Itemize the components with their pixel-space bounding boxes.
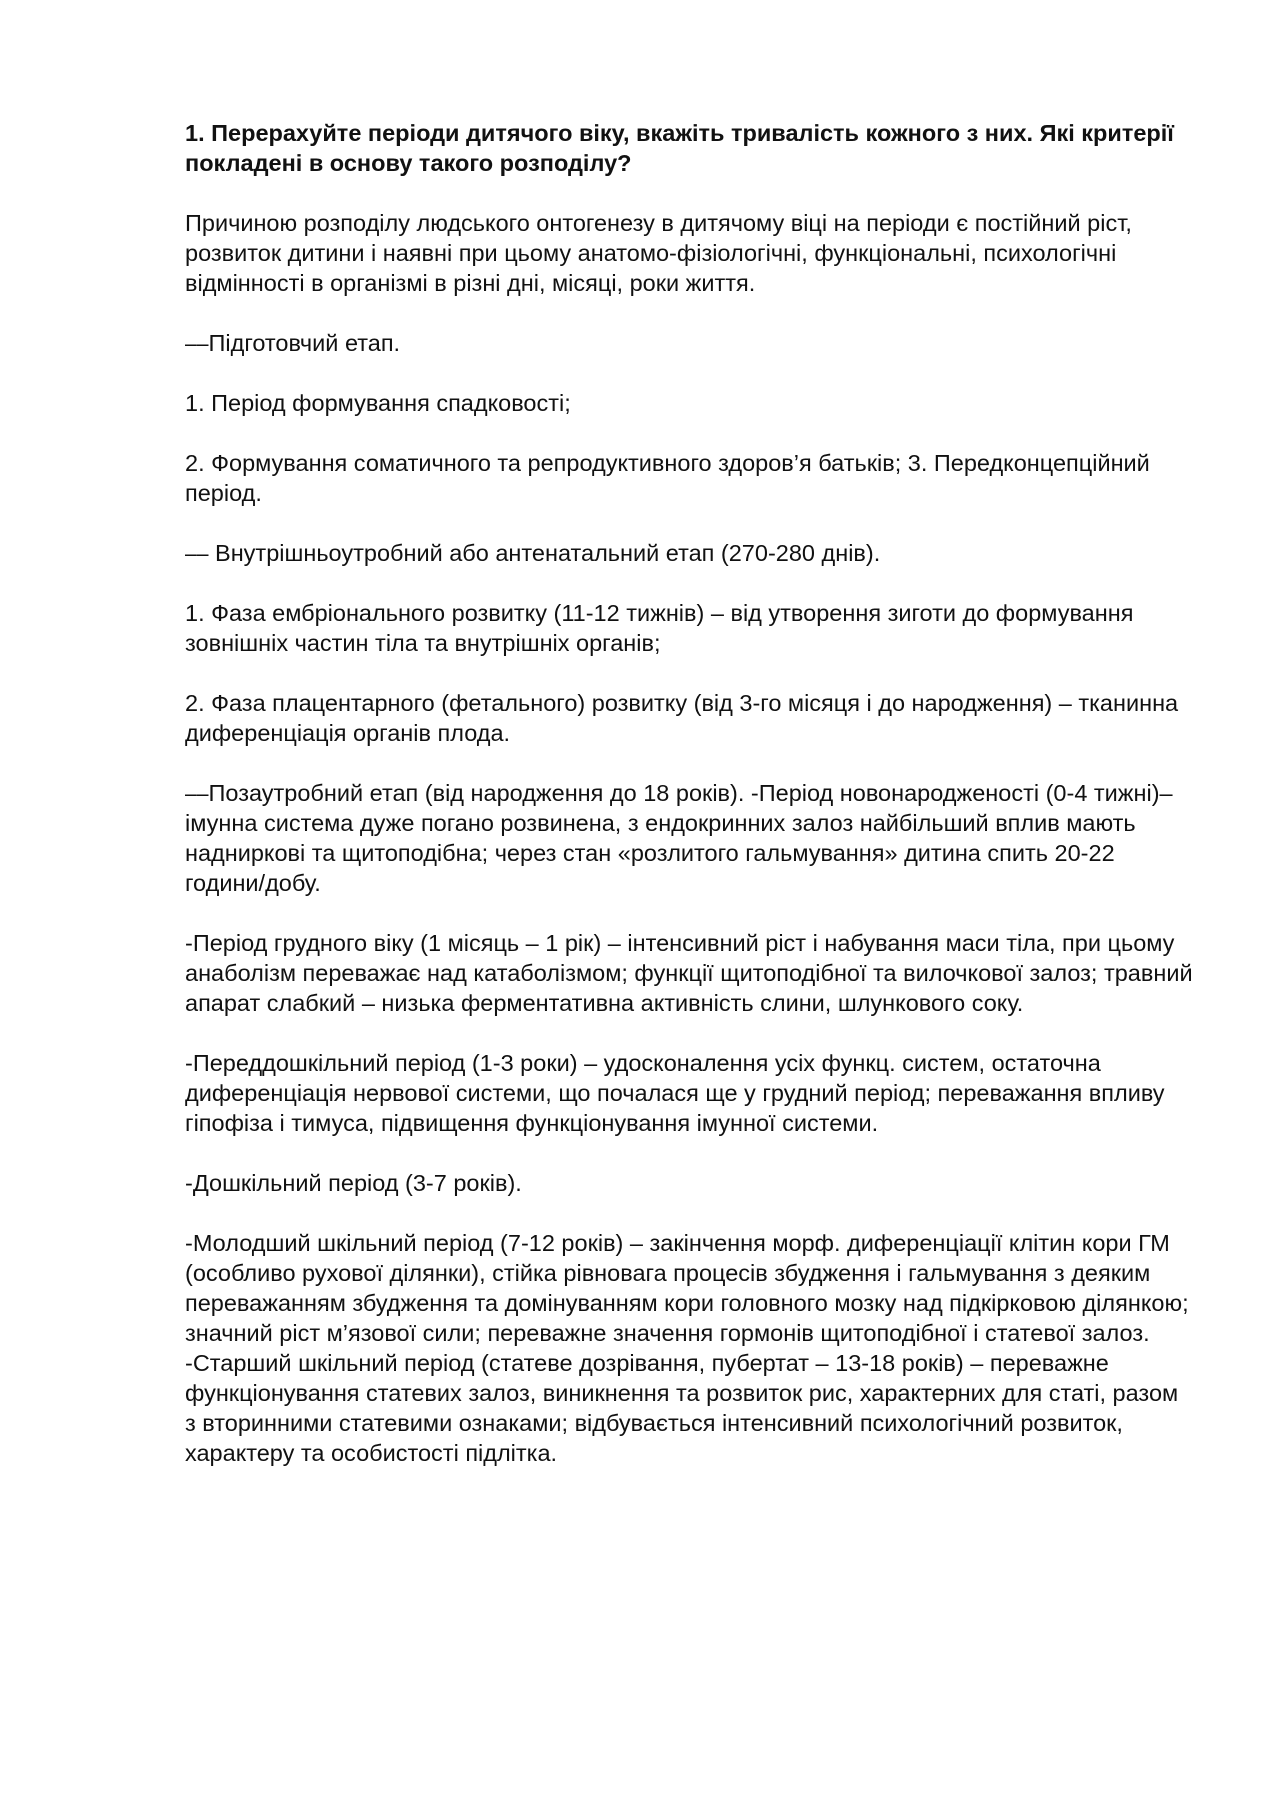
- paragraph-toddler: -Переддошкільний період (1-3 роки) – удосконалення усіх функц. систем, остаточна диференціація нервової системи, що почалася ще у грудний період; переважання впливу гіпофіза і тимуса, підвищення функціонування імунної системи.: [185, 1050, 1165, 1136]
- paragraph-postnatal-stage: ⎯⎯Позаутробний етап (від народження до 18 років). -Період новонародженості (0-4 тижні)– імунна система дуже погано розвинена, з ендокринних залоз найбільший вплив мають надниркові та щитоподібна; через стан «розлитого гальмування» дитина спить 20-22 години/добу.: [185, 780, 1173, 896]
- paragraph-embryonic-phase: 1. Фаза ембріонального розвитку (11-12 тижнів) – від утворення зиготи до формування зовнішніх частин тіла та внутрішніх органів;: [185, 600, 1134, 656]
- paragraph-preparatory-stage: ⎯⎯Підготовчий етап.: [185, 330, 401, 356]
- paragraph-school-age: -Молодший шкільний період (7-12 років) – закінчення морф. диференціації клітин кори ГМ (особливо рухової ділянки), стійка рівновага процесів збудження і гальмування з деяким переважанням збудження та домінуванням кори головного мозку над підкірковою ділянкою; значний ріст м’язової сили; переважне значення гормонів щитоподібної і статевої залоз. -Старший шкільний період (статеве дозрівання, пубертат – 13-18 років) – переважне функціонування статевих залоз, виникнення та розвиток рис, характерних для статі, разом з вторинними статевими ознаками; відбувається інтенсивний психологічний розвиток, характеру та особистості підлітка.: [185, 1230, 1189, 1466]
- paragraph-placental-phase: 2. Фаза плацентарного (фетального) розвитку (від 3-го місяця і до народження) – тканинна диференціація органів плода.: [185, 690, 1179, 746]
- paragraph-heredity-period: 1. Період формування спадковості;: [185, 390, 571, 416]
- paragraph-preschool: -Дошкільний період (3-7 років).: [185, 1170, 522, 1196]
- question-heading: 1. Перерахуйте періоди дитячого віку, вкажіть тривалість кожного з них. Які критерії покладені в основу такого розподілу?: [185, 120, 1174, 176]
- paragraph-antenatal-stage: ⎯⎯ Внутрішньоутробний або антенатальний етап (270-280 днів).: [185, 540, 881, 566]
- document-page: [185, 118, 1195, 1498]
- paragraph-parents-health: 2. Формування соматичного та репродуктивного здоров’я батьків; 3. Передконцепційний період.: [185, 450, 1150, 506]
- paragraph-intro: Причиною розподілу людського онтогенезу в дитячому віці на періоди є постійний ріст, розвиток дитини і наявні при цьому анатомо-фізіологічні, функціональні, психологічні відмінності в організмі в різні дні, місяці, роки життя.: [185, 210, 1132, 296]
- paragraph-infancy: -Період грудного віку (1 місяць – 1 рік) – інтенсивний ріст і набування маси тіла, при цьому анаболізм переважає над катаболізмом; функції щитоподібної та вилочкової залоз; травний апарат слабкий – низька ферментативна активність слини, шлункового соку.: [185, 930, 1193, 1016]
